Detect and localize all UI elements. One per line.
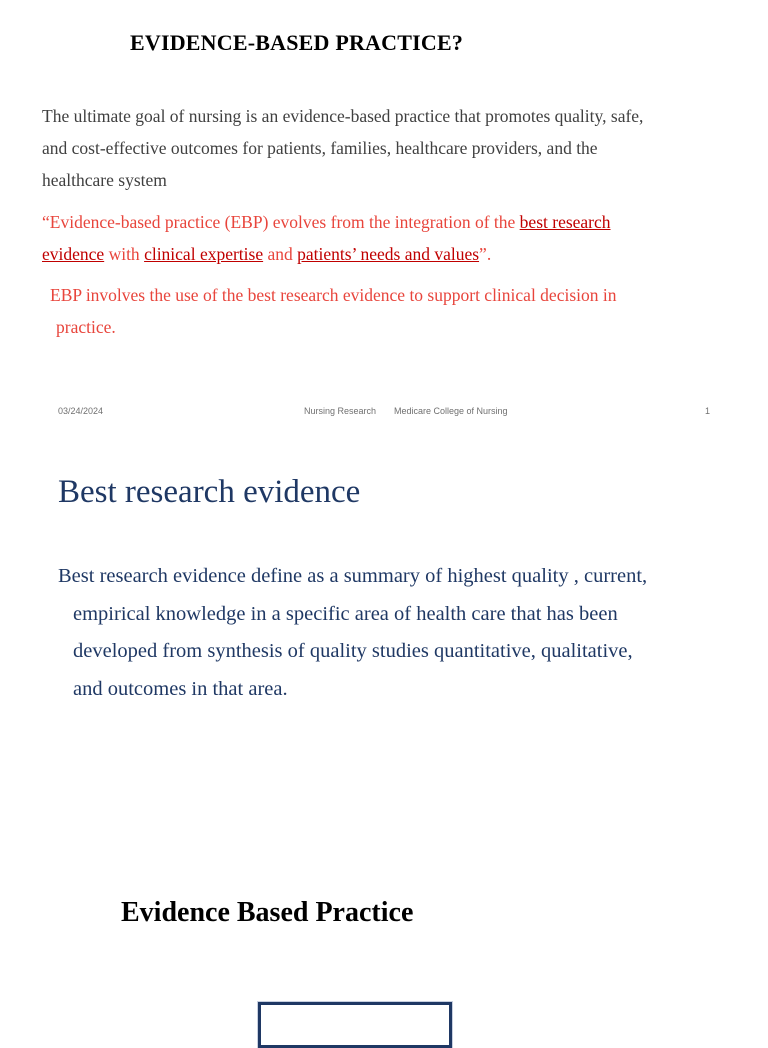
- intro-line-1: The ultimate goal of nursing is an evidence-based practice that promotes quality, safe,: [42, 106, 644, 126]
- evidence-link[interactable]: evidence: [42, 244, 105, 264]
- best-evidence-definition: [58, 558, 708, 708]
- slide-3-title: Evidence Based Practice: [121, 897, 414, 928]
- ebp-line-2: practice.: [56, 317, 116, 337]
- ebp-statement: [50, 279, 718, 343]
- slide-1-title: EVIDENCE-BASED PRACTICE?: [130, 30, 464, 55]
- best-research-link[interactable]: best research: [519, 212, 611, 232]
- footer-page-number: 1: [705, 406, 711, 416]
- definition-line-4: and outcomes in that area.: [73, 677, 288, 700]
- definition-line-2: empirical knowledge in a specific area of health care that has been: [73, 602, 618, 625]
- ebp-line-1: EBP involves the use of the best research evidence to support clinical decision in: [50, 285, 617, 305]
- footer-date: 03/24/2024: [58, 406, 104, 416]
- definition-line-1: Best research evidence define as a summary of highest quality , current,: [58, 565, 648, 587]
- ebp-definition-quote: [42, 206, 722, 270]
- intro-line-2: and cost-effective outcomes for patients, families, healthcare providers, and the: [42, 138, 598, 158]
- clinical-expertise-link[interactable]: clinical expertise: [144, 244, 264, 264]
- footer-course: Nursing Research: [304, 406, 377, 416]
- intro-line-3: healthcare system: [42, 170, 167, 190]
- definition-line-3: developed from synthesis of quality studies quantitative, qualitative,: [73, 640, 633, 662]
- footer-college: Medicare College of Nursing: [394, 406, 508, 416]
- patients-needs-link[interactable]: patients’ needs and values: [297, 244, 480, 264]
- slide-2-title: Best research evidence: [58, 474, 361, 510]
- quote-text-4: ”.: [479, 244, 492, 264]
- diagram-box: [258, 1002, 452, 1048]
- quote-text-2: with: [104, 244, 145, 264]
- quote-text-3: and: [263, 244, 298, 264]
- intro-paragraph: [42, 100, 722, 196]
- quote-text-1: “Evidence-based practice (EBP) evolves from the integration of the: [42, 212, 520, 232]
